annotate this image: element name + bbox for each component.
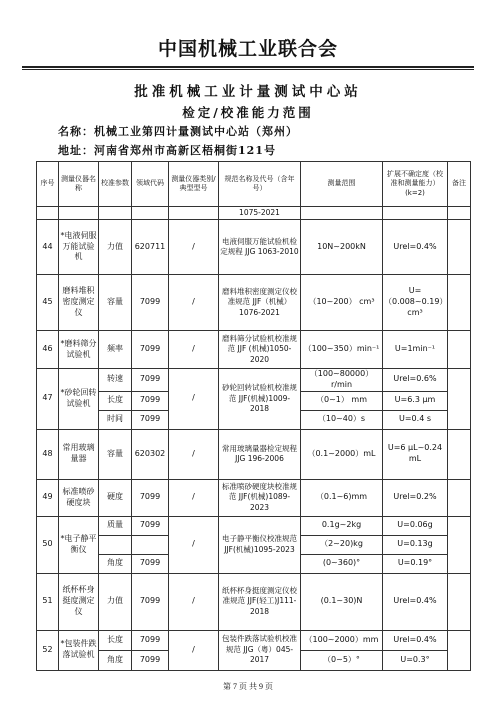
table-row [37, 516, 471, 535]
category: / [169, 479, 219, 516]
spec-name: 磨料筛分试验机校准规范 JJF (机械)1050-2020 [219, 331, 301, 369]
measurement-range: (0.1~30)N [301, 573, 383, 630]
parameter: 容量 [99, 275, 132, 331]
header-rule-thick [22, 66, 474, 68]
domain-code: 7099 [132, 650, 169, 670]
parameter: 容量 [99, 429, 132, 479]
instrument-name: 纸杯杯身挺度测定仪 [59, 573, 99, 630]
parameter: 硬度 [99, 479, 132, 516]
row-number: 45 [37, 275, 59, 331]
uncertainty: Urel=0.4% [383, 630, 448, 650]
row-number: 52 [37, 630, 59, 670]
carry-over-spec: 1075-2021 [219, 207, 301, 220]
table-row [37, 630, 471, 650]
header-rule-thin [22, 69, 474, 70]
category: / [169, 630, 219, 670]
domain-code: 7099 [132, 331, 169, 369]
measurement-range: （2~20)kg [301, 535, 383, 554]
header-remark: 备注 [448, 162, 471, 207]
category: / [169, 369, 219, 430]
measurement-range: 0.1g~2kg [301, 516, 383, 535]
row-number: 47 [37, 369, 59, 430]
row-number: 50 [37, 516, 59, 573]
domain-code: 620711 [132, 220, 169, 275]
table-row [37, 275, 471, 331]
spec-name: 常用玻璃量器检定规程 JJG 196-2006 [219, 429, 301, 479]
uncertainty: U=0.3° [383, 650, 448, 670]
address-line: 地址：河南省郑州市高新区梧桐街121号 [58, 144, 276, 157]
instrument-name: *电液伺服万能试验机 [59, 220, 99, 275]
measurement-range: （0~1） mm [301, 391, 383, 410]
row-number: 44 [37, 220, 59, 275]
measurement-range: （100~2000）mm [301, 630, 383, 650]
remark [448, 429, 471, 479]
header-no: 序号 [37, 162, 59, 207]
domain-code: 7099 [132, 630, 169, 650]
uncertainty: Urel=0.2% [383, 479, 448, 516]
spec-name: 砂轮回转试验机校准规范 JJF(机械)1009-2018 [219, 369, 301, 430]
org-title: 中国机械工业联合会 [157, 38, 338, 60]
remark [448, 479, 471, 516]
remark [448, 220, 471, 275]
uncertainty: Urel=0.4% [383, 220, 448, 275]
domain-code: 7099 [132, 479, 169, 516]
spec-name: 电子静平衡仪校准规范 JJF(机械)1095-2023 [219, 516, 301, 573]
uncertainty: U=0.4 s [383, 410, 448, 429]
measurement-range: （10~200） cm³ [301, 275, 383, 331]
measurement-range: （0~5）° [301, 650, 383, 670]
measurement-range: （10~40）s [301, 410, 383, 429]
header-spec: 规范名称及代号（含年号） [219, 162, 301, 207]
scope-title: 检定/校准能力范围 [182, 105, 314, 120]
measurement-range: （100~350）min⁻¹ [301, 331, 383, 369]
table-row [37, 429, 471, 479]
domain-code: 7099 [132, 275, 169, 331]
row-number: 51 [37, 573, 59, 630]
header-param: 校准参数 [99, 162, 132, 207]
spec-name: 纸杯杯身挺度测定仪校准规范 JJF(轻工)J111-2018 [219, 573, 301, 630]
domain-code: 7099 [132, 573, 169, 630]
instrument-name: *砂轮回转试验机 [59, 369, 99, 430]
parameter: 力值 [99, 573, 132, 630]
category: / [169, 331, 219, 369]
category: / [169, 516, 219, 573]
uncertainty: U=6 μL~0.24 mL [383, 429, 448, 479]
measurement-range: (0~360)° [301, 554, 383, 573]
spec-name: 磨料堆积密度测定仪校准规范 JJF（机械） 1076-2021 [219, 275, 301, 331]
parameter: 角度 [99, 554, 132, 573]
spec-name: 标准喷砂硬度块校准规范 JJF(机械)1089-2023 [219, 479, 301, 516]
domain-code: 7099 [132, 516, 169, 535]
header-domain-code: 领域代码 [132, 162, 169, 207]
uncertainty: U=1min⁻¹ [383, 331, 448, 369]
remark [448, 275, 471, 331]
measurement-range: （0.1~6)mm [301, 479, 383, 516]
parameter: 长度 [99, 630, 132, 650]
table-row [37, 479, 471, 516]
remark [448, 369, 471, 430]
parameter: 转速 [99, 369, 132, 392]
parameter: 频率 [99, 331, 132, 369]
remark [448, 516, 471, 573]
parameter: 力值 [99, 220, 132, 275]
header-uncertainty: 扩展不确定度（校准和测量能力）(k=2) [383, 162, 448, 207]
category: / [169, 429, 219, 479]
table-row [37, 369, 471, 392]
parameter [99, 535, 132, 554]
remark [448, 331, 471, 369]
instrument-name: *电子静平衡仪 [59, 516, 99, 573]
table-header-row [37, 162, 471, 207]
table-row [37, 220, 471, 275]
domain-code: 7099 [132, 369, 169, 392]
instrument-name: *磨料筛分试验机 [59, 331, 99, 369]
page-footer: 第 7 页 共 9 页 [223, 682, 273, 691]
parameter: 质量 [99, 516, 132, 535]
category: / [169, 573, 219, 630]
domain-code: 7099 [132, 410, 169, 429]
instrument-name: 磨料堆积密度测定仪 [59, 275, 99, 331]
carry-over-row [37, 207, 471, 220]
instrument-name: *包装件跌落试验机 [59, 630, 99, 670]
domain-code [132, 535, 169, 554]
uncertainty: U=（0.008~0.19） cm³ [383, 275, 448, 331]
center-title: 批准机械工业计量测试中心站 [134, 84, 362, 100]
measurement-range: 10N~200kN [301, 220, 383, 275]
domain-code: 7099 [132, 391, 169, 410]
uncertainty: U=0.19° [383, 554, 448, 573]
domain-code: 7099 [132, 554, 169, 573]
uncertainty: Urel=0.4% [383, 573, 448, 630]
table-row [37, 573, 471, 630]
row-number: 46 [37, 331, 59, 369]
instrument-name: 标准喷砂硬度块 [59, 479, 99, 516]
uncertainty: U=6.3 μm [383, 391, 448, 410]
table-row [37, 331, 471, 369]
parameter: 长度 [99, 391, 132, 410]
measurement-range: （0.1~2000）mL [301, 429, 383, 479]
spec-name: 电液伺服万能试验机检定规程 JJG 1063-2010 [219, 220, 301, 275]
parameter: 角度 [99, 650, 132, 670]
uncertainty: U=0.06g [383, 516, 448, 535]
spec-name: 包装件跌落试验机校准规范 JJG（粤）045-2017 [219, 630, 301, 670]
remark [448, 573, 471, 630]
capability-table [36, 161, 471, 671]
name-line: 名称：机械工业第四计量测试中心站（郑州） [58, 125, 298, 138]
uncertainty: Urel=0.6% [383, 369, 448, 392]
header-category: 测量仪器类别/典型型号 [169, 162, 219, 207]
remark [448, 630, 471, 670]
row-number: 49 [37, 479, 59, 516]
measurement-range: （100~80000）r/min [301, 369, 383, 392]
domain-code: 620302 [132, 429, 169, 479]
category: / [169, 275, 219, 331]
header-range: 测量范围 [301, 162, 383, 207]
uncertainty: U=0.13g [383, 535, 448, 554]
header-instrument: 测量仪器名称 [59, 162, 99, 207]
row-number: 48 [37, 429, 59, 479]
instrument-name: 常用玻璃量器 [59, 429, 99, 479]
parameter: 时间 [99, 410, 132, 429]
category: / [169, 220, 219, 275]
